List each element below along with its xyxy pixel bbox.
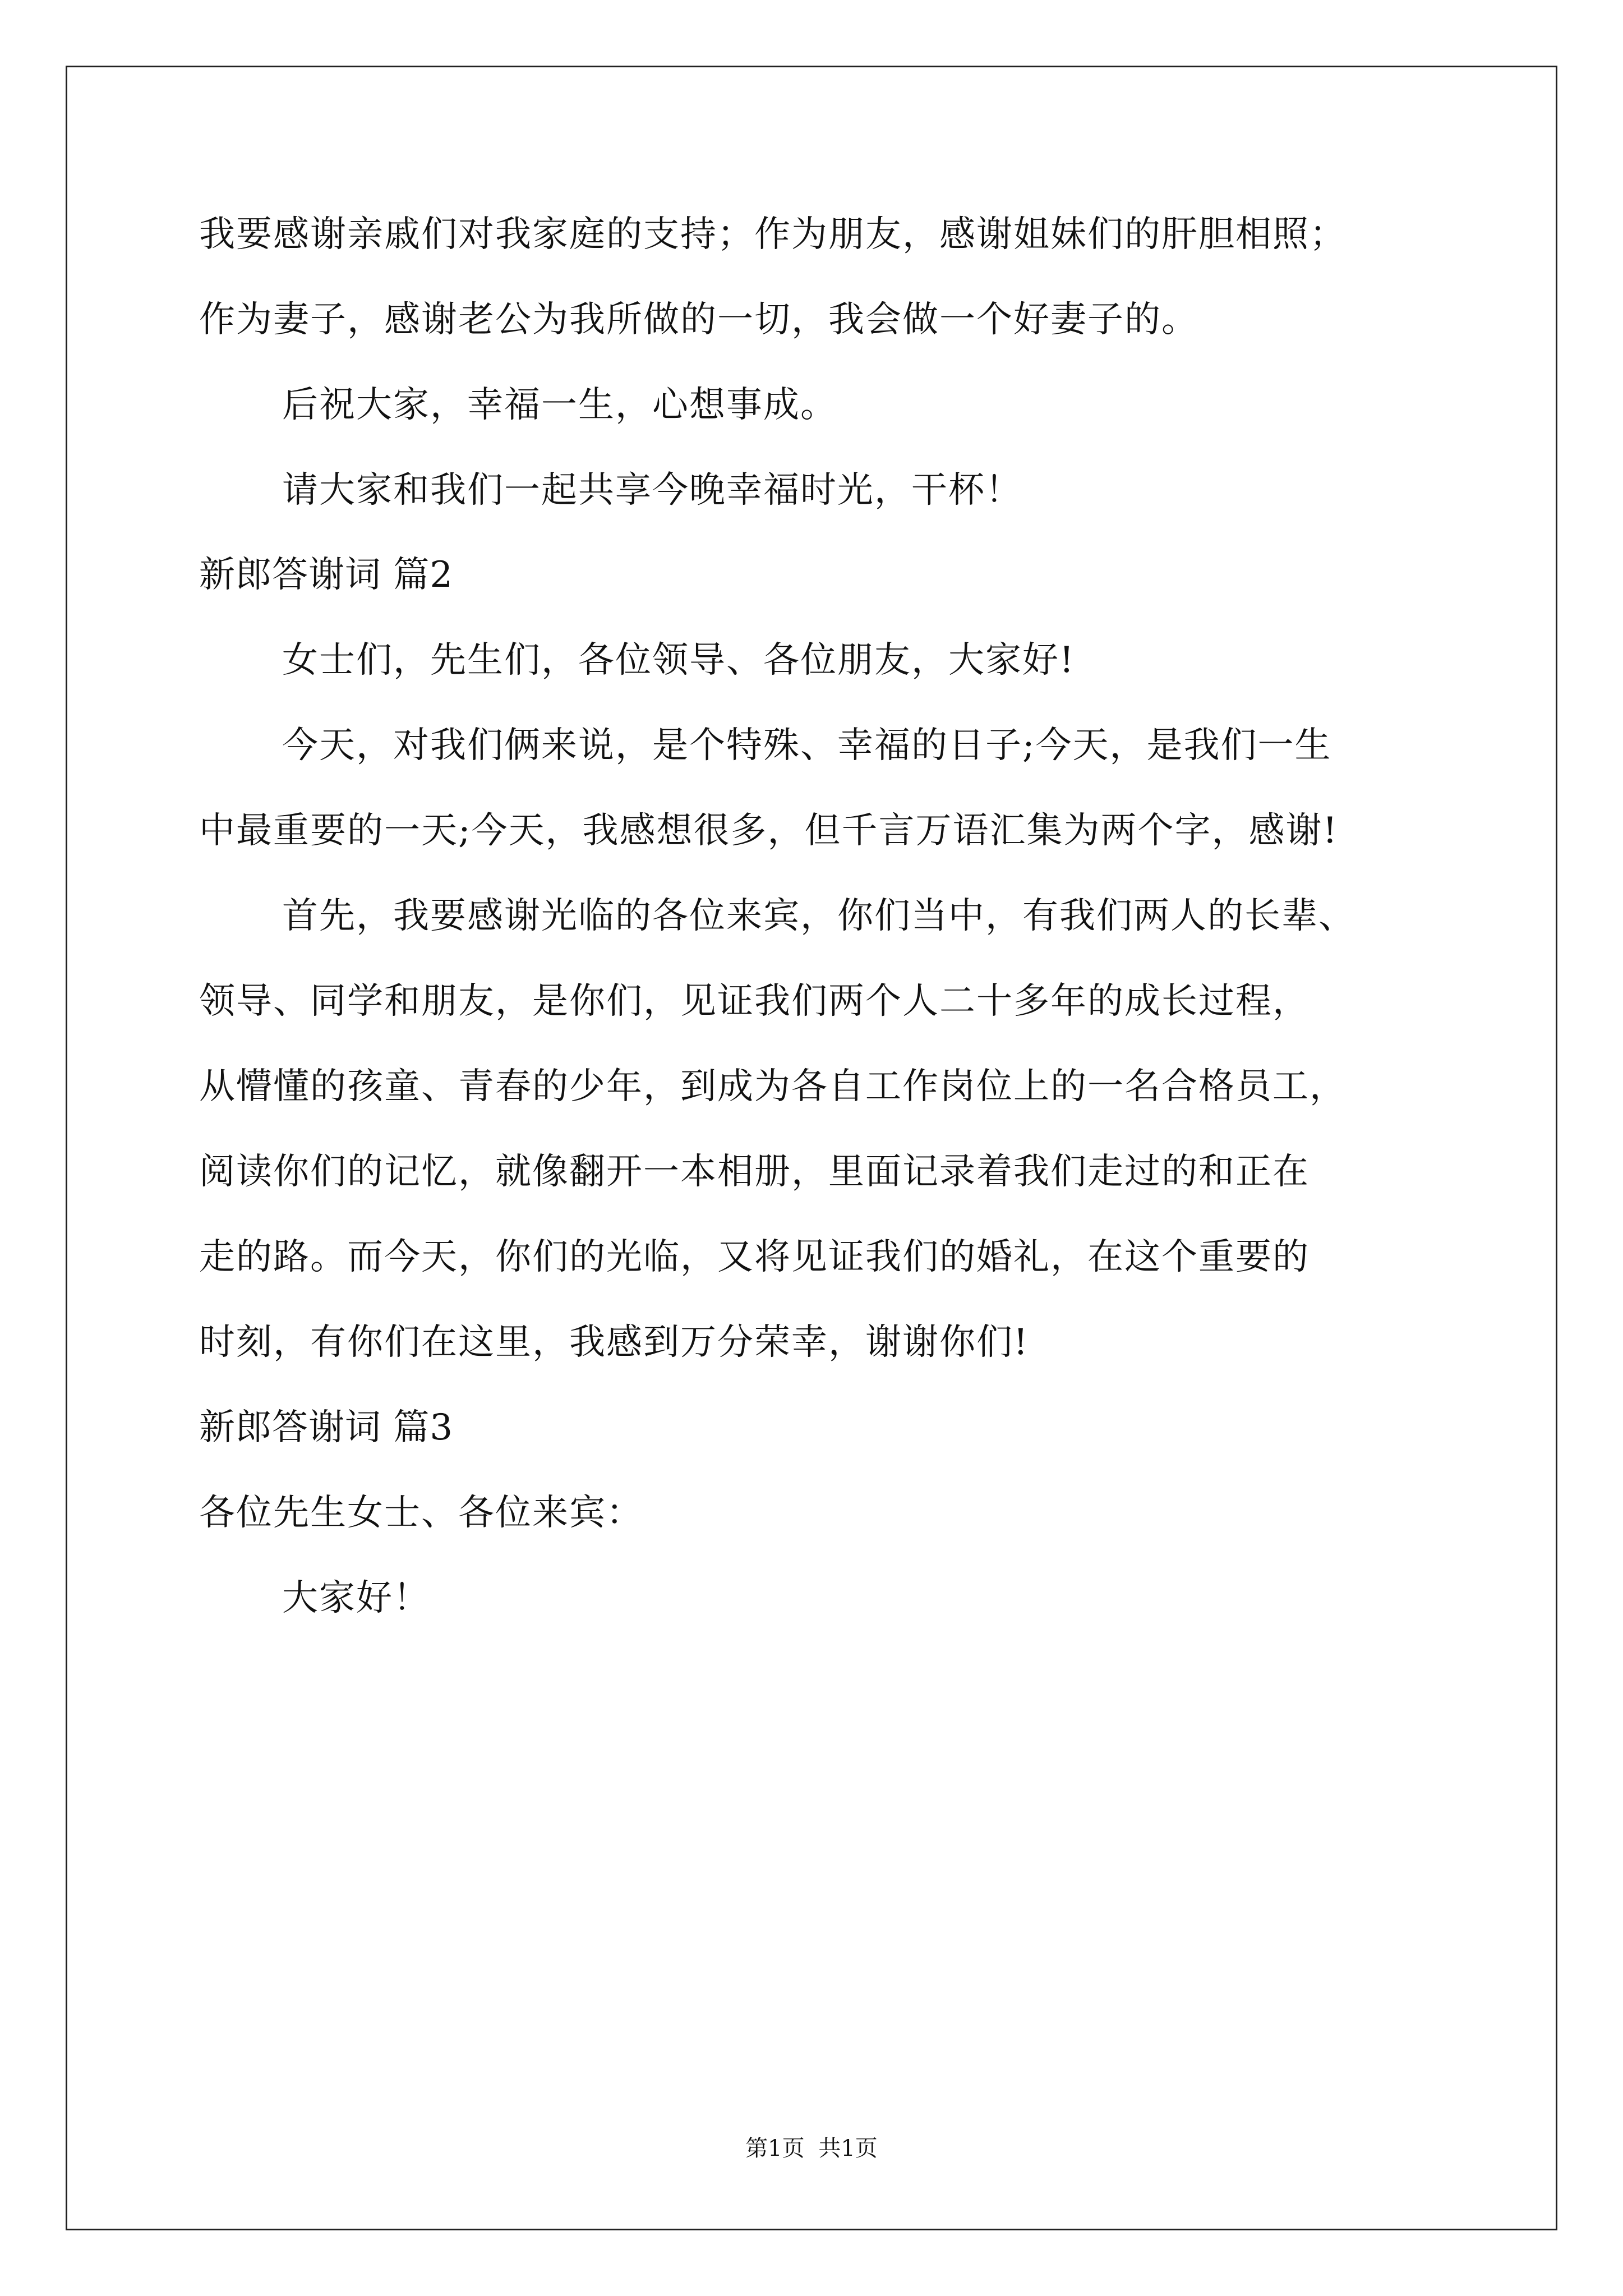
section-heading: 新郎答谢词 篇2 <box>199 554 454 596</box>
paragraph-line: 从懵懂的孩童、青春的少年，到成为各自工作岗位上的一名合格员工， <box>199 1066 1347 1107</box>
paragraph-line: 阅读你们的记忆，就像翻开一本相册，里面记录着我们走过的和正在 <box>199 1151 1310 1193</box>
paragraph-line: 各位先生女士、各位来宾： <box>199 1492 643 1534</box>
section-heading: 新郎答谢词 篇3 <box>199 1407 454 1448</box>
paragraph-line: 大家好！ <box>282 1577 430 1619</box>
paragraph-line: 请大家和我们一起共享今晚幸福时光，干杯！ <box>282 470 1022 511</box>
paragraph-line: 我要感谢亲戚们对我家庭的支持；作为朋友，感谢姐妹们的肝胆相照； <box>199 214 1347 255</box>
paragraph-line: 时刻，有你们在这里，我感到万分荣幸，谢谢你们! <box>199 1322 1029 1363</box>
paragraph-line: 今天，对我们俩来说，是个特殊、幸福的日子;今天，是我们一生 <box>282 725 1332 766</box>
paragraph-line: 走的路。而今天，你们的光临，又将见证我们的婚礼，在这个重要的 <box>199 1236 1310 1278</box>
paragraph-line: 领导、同学和朋友，是你们，见证我们两个人二十多年的成长过程， <box>199 981 1310 1022</box>
page-number-total: 共1页 <box>818 2136 878 2161</box>
paragraph-line: 首先，我要感谢光临的各位来宾，你们当中，有我们两人的长辈、 <box>282 895 1355 937</box>
page-number-current: 第1页 <box>745 2136 805 2161</box>
paragraph-line: 中最重要的一天;今天，我感想很多，但千言万语汇集为两个字，感谢! <box>199 810 1339 852</box>
paragraph-line: 女士们，先生们，各位领导、各位朋友，大家好! <box>282 639 1075 681</box>
page-footer <box>0 2134 1623 2162</box>
paragraph-line: 后祝大家，幸福一生，心想事成。 <box>282 384 837 426</box>
paragraph-line: 作为妻子，感谢老公为我所做的一切，我会做一个好妻子的。 <box>199 299 1198 341</box>
